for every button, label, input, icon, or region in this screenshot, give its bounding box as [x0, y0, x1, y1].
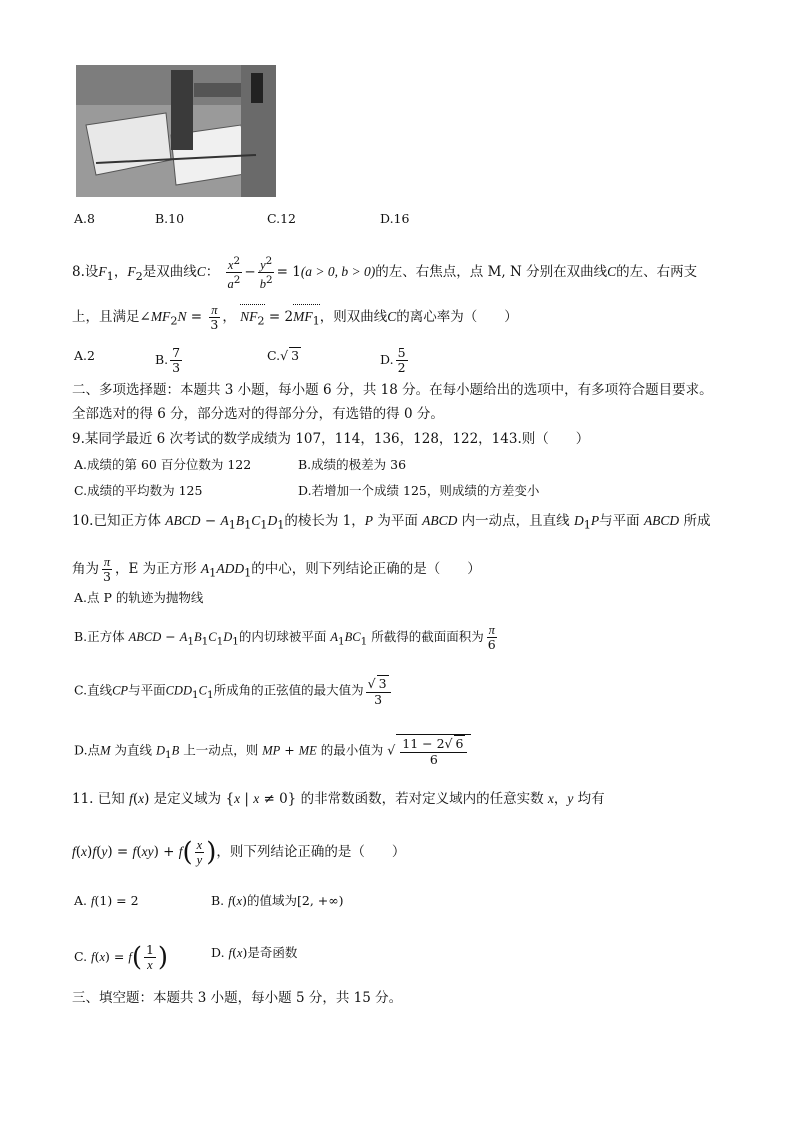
q11-option-d: D. f(x)是奇函数: [211, 945, 298, 960]
q11-option-a: A. f(1) = 2: [74, 893, 139, 908]
q9-option-d: D.若增加一个成绩 125，则成绩的方差变小: [298, 483, 540, 498]
q7-option-b: B.10: [155, 211, 185, 226]
q8-option-d: D. $\frac{5}{2}$: [380, 345, 406, 375]
q8-option-b: B. $\frac{7}{3}$: [155, 345, 181, 375]
q8-option-a: A.2: [74, 348, 95, 363]
photo-drawing: [76, 65, 276, 197]
q10-option-b: B.正方体 ABCD − $A_1B_1C_1D_1$的内切球被平面 $A_1BC_1$ 所截得的截面面积为 $\frac{\pi}{6}$: [74, 623, 496, 652]
q9-option-c: C.成绩的平均数为 125: [74, 483, 203, 498]
q10-line-2: 角为 $\frac{\pi}{3}$ ，E 为正方形 $A_1ADD_1$的中心，则下列结论正确的是（ ）: [72, 555, 481, 584]
q7-option-c: C.12: [267, 211, 296, 226]
q10-option-d: D.点M 为直线 $D_1B$ 上一动点，则 MP + ME 的最小值为 √ $\frac{11 - 2√ 6}{6}$: [74, 734, 471, 767]
q9-stem: 9.某同学最近 6 次考试的数学成绩为 107，114，136，128，122，143.则（ ）: [72, 431, 590, 447]
q7-option-d: D.16: [380, 211, 410, 226]
q9-option-a: A.成绩的第 60 百分位数为 122: [74, 457, 252, 472]
q10-option-a: A.点 P 的轨迹为抛物线: [74, 590, 204, 605]
q11-line-1: 11. 已知 f(x) 是定义域为 {x | x ≠ 0} 的非常数函数，若对定义域内的任意实数 x，y 均有: [72, 791, 605, 807]
question-7-photo: [76, 65, 276, 197]
q11-option-c: C. f(x) = f( $\frac{1}{x}$ ): [74, 942, 169, 973]
q8-line-2: 上，且满足$\angle MF_2N$ = $\frac{\pi}{3}$ ， $NF_2 = 2MF_1$，则双曲线C的离心率为（ ）: [72, 303, 518, 332]
q10-line-1: 10.已知正方体 ABCD − $A_1B_1C_1D_1$的棱长为 1，P 为平面 ABCD 内一动点，且直线 $D_1P$与平面 ABCD 所成: [72, 513, 711, 532]
q8-option-c: C.√ 3: [267, 348, 300, 363]
section-2-heading-line-1: 二、多项选择题：本题共 3 小题，每小题 6 分，共 18 分。在每小题给出的选项中，有多项符合题目要求。: [72, 382, 713, 398]
q11-option-b: B. f(x)的值域为[2, +∞): [211, 893, 344, 908]
q8-line-1: 8.设$F_1$，$F_2$是双曲线C： $\frac{x^2}{a^2}$ − $\frac{y^2}{b^2}$ = 1(a > 0, b > 0)的左、右焦点，点 M, N 分别在双曲线C的左、右两支: [72, 255, 698, 292]
section-3-heading: 三、填空题：本题共 3 小题，每小题 5 分，共 15 分。: [72, 990, 403, 1006]
q10-option-c: C.直线CP与平面$CDD_1C_1$所成角的正弦值的最大值为 $\frac{√ 3}{3}$: [74, 675, 393, 707]
q11-line-2: f(x)f(y) = f(xy) + f( $\frac{x}{y}$ )，则下列结论正确的是（ ）: [72, 837, 406, 868]
q7-option-a: A.8: [74, 211, 95, 226]
section-2-heading-line-2: 全部选对的得 6 分，部分选对的得部分分，有选错的得 0 分。: [72, 406, 444, 422]
q9-option-b: B.成绩的极差为 36: [298, 457, 407, 472]
